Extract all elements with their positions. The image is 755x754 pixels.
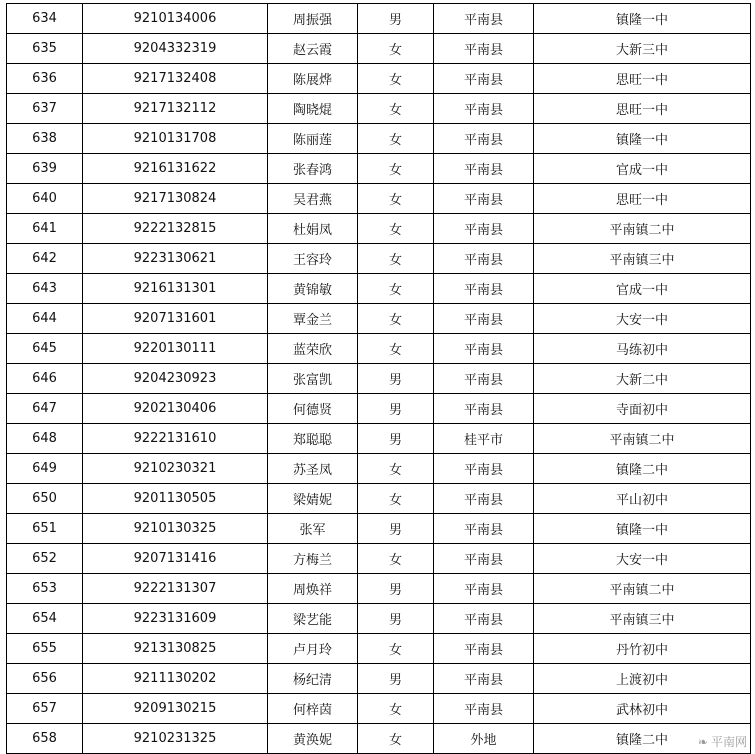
row-number-cell: 647 <box>7 394 83 424</box>
exam-id-cell: 9220130111 <box>83 334 268 364</box>
exam-id-cell: 9210231325 <box>83 724 268 754</box>
school-cell: 镇隆一中 <box>534 124 751 154</box>
table-row <box>7 694 751 724</box>
student-name-cell: 苏圣凤 <box>268 454 358 484</box>
student-name-cell: 张富凯 <box>268 364 358 394</box>
student-name-cell: 杜娟凤 <box>268 214 358 244</box>
school-cell: 平南镇二中 <box>534 424 751 454</box>
school-cell: 平南镇二中 <box>534 574 751 604</box>
exam-id-cell: 9217132408 <box>83 64 268 94</box>
county-cell: 平南县 <box>434 124 534 154</box>
county-cell: 平南县 <box>434 64 534 94</box>
county-cell: 平南县 <box>434 334 534 364</box>
table-row <box>7 484 751 514</box>
county-cell: 平南县 <box>434 574 534 604</box>
school-cell: 镇隆二中 <box>534 454 751 484</box>
exam-id-cell: 9207131416 <box>83 544 268 574</box>
table-row <box>7 124 751 154</box>
student-name-cell: 何梓茵 <box>268 694 358 724</box>
row-number-cell: 638 <box>7 124 83 154</box>
row-number-cell: 656 <box>7 664 83 694</box>
table-row <box>7 544 751 574</box>
student-name-cell: 周焕祥 <box>268 574 358 604</box>
gender-cell: 女 <box>358 34 434 64</box>
row-number-cell: 648 <box>7 424 83 454</box>
school-cell: 上渡初中 <box>534 664 751 694</box>
table-row <box>7 184 751 214</box>
table-row <box>7 304 751 334</box>
school-cell: 镇隆一中 <box>534 4 751 34</box>
exam-id-cell: 9207131601 <box>83 304 268 334</box>
table-row <box>7 274 751 304</box>
student-name-cell: 王容玲 <box>268 244 358 274</box>
row-number-cell: 639 <box>7 154 83 184</box>
student-name-cell: 周振强 <box>268 4 358 34</box>
student-name-cell: 吴君燕 <box>268 184 358 214</box>
school-cell: 官成一中 <box>534 274 751 304</box>
student-name-cell: 梁婧妮 <box>268 484 358 514</box>
row-number-cell: 657 <box>7 694 83 724</box>
gender-cell: 女 <box>358 334 434 364</box>
row-number-cell: 642 <box>7 244 83 274</box>
county-cell: 平南县 <box>434 34 534 64</box>
gender-cell: 女 <box>358 184 434 214</box>
school-cell: 思旺一中 <box>534 64 751 94</box>
table-row <box>7 154 751 184</box>
table-row <box>7 604 751 634</box>
row-number-cell: 640 <box>7 184 83 214</box>
row-number-cell: 635 <box>7 34 83 64</box>
county-cell: 平南县 <box>434 4 534 34</box>
county-cell: 外地 <box>434 724 534 754</box>
county-cell: 平南县 <box>434 274 534 304</box>
row-number-cell: 653 <box>7 574 83 604</box>
county-cell: 平南县 <box>434 514 534 544</box>
county-cell: 平南县 <box>434 304 534 334</box>
row-number-cell: 644 <box>7 304 83 334</box>
gender-cell: 男 <box>358 424 434 454</box>
exam-id-cell: 9222131307 <box>83 574 268 604</box>
gender-cell: 男 <box>358 364 434 394</box>
student-name-cell: 何德贤 <box>268 394 358 424</box>
table-row <box>7 724 751 754</box>
row-number-cell: 634 <box>7 4 83 34</box>
watermark <box>698 733 747 750</box>
table-row <box>7 454 751 484</box>
school-cell: 镇隆二中 <box>534 724 751 754</box>
row-number-cell: 650 <box>7 484 83 514</box>
exam-id-cell: 9201130505 <box>83 484 268 514</box>
county-cell: 平南县 <box>434 394 534 424</box>
table-row <box>7 334 751 364</box>
student-name-cell: 杨纪清 <box>268 664 358 694</box>
student-name-cell: 赵云霞 <box>268 34 358 64</box>
school-cell: 思旺一中 <box>534 94 751 124</box>
gender-cell: 男 <box>358 4 434 34</box>
county-cell: 平南县 <box>434 544 534 574</box>
student-name-cell: 覃金兰 <box>268 304 358 334</box>
exam-id-cell: 9202130406 <box>83 394 268 424</box>
row-number-cell: 652 <box>7 544 83 574</box>
row-number-cell: 641 <box>7 214 83 244</box>
row-number-cell: 655 <box>7 634 83 664</box>
gender-cell: 男 <box>358 394 434 424</box>
row-number-cell: 658 <box>7 724 83 754</box>
table-row <box>7 664 751 694</box>
county-cell: 平南县 <box>434 154 534 184</box>
exam-id-cell: 9211130202 <box>83 664 268 694</box>
county-cell: 平南县 <box>434 184 534 214</box>
roster-table <box>6 3 751 754</box>
gender-cell: 女 <box>358 124 434 154</box>
student-name-cell: 黄锦敏 <box>268 274 358 304</box>
student-name-cell: 张春鸿 <box>268 154 358 184</box>
student-name-cell: 陈展烨 <box>268 64 358 94</box>
student-name-cell: 陶晓焜 <box>268 94 358 124</box>
watermark-text: 平南网 <box>710 735 747 749</box>
student-name-cell: 蓝荣欣 <box>268 334 358 364</box>
school-cell: 寺面初中 <box>534 394 751 424</box>
student-name-cell: 方梅兰 <box>268 544 358 574</box>
gender-cell: 女 <box>358 724 434 754</box>
county-cell: 平南县 <box>434 694 534 724</box>
row-number-cell: 637 <box>7 94 83 124</box>
gender-cell: 女 <box>358 454 434 484</box>
roster-body <box>7 4 751 754</box>
school-cell: 平南镇二中 <box>534 214 751 244</box>
student-name-cell: 陈丽莲 <box>268 124 358 154</box>
exam-id-cell: 9222132815 <box>83 214 268 244</box>
student-name-cell: 张军 <box>268 514 358 544</box>
gender-cell: 女 <box>358 544 434 574</box>
school-cell: 马练初中 <box>534 334 751 364</box>
row-number-cell: 646 <box>7 364 83 394</box>
county-cell: 平南县 <box>434 214 534 244</box>
school-cell: 大新三中 <box>534 34 751 64</box>
school-cell: 官成一中 <box>534 154 751 184</box>
table-row <box>7 364 751 394</box>
exam-id-cell: 9216131622 <box>83 154 268 184</box>
county-cell: 平南县 <box>434 454 534 484</box>
county-cell: 平南县 <box>434 244 534 274</box>
school-cell: 大安一中 <box>534 544 751 574</box>
county-cell: 平南县 <box>434 364 534 394</box>
gender-cell: 女 <box>358 634 434 664</box>
table-row <box>7 634 751 664</box>
school-cell: 平南镇三中 <box>534 604 751 634</box>
table-row <box>7 214 751 244</box>
table-row <box>7 244 751 274</box>
school-cell: 镇隆一中 <box>534 514 751 544</box>
exam-id-cell: 9216131301 <box>83 274 268 304</box>
table-row <box>7 514 751 544</box>
county-cell: 平南县 <box>434 604 534 634</box>
row-number-cell: 643 <box>7 274 83 304</box>
exam-id-cell: 9213130825 <box>83 634 268 664</box>
school-cell: 大新二中 <box>534 364 751 394</box>
row-number-cell: 651 <box>7 514 83 544</box>
student-name-cell: 梁艺能 <box>268 604 358 634</box>
gender-cell: 女 <box>358 694 434 724</box>
exam-id-cell: 9217132112 <box>83 94 268 124</box>
school-cell: 武林初中 <box>534 694 751 724</box>
exam-id-cell: 9210134006 <box>83 4 268 34</box>
exam-id-cell: 9204230923 <box>83 364 268 394</box>
county-cell: 平南县 <box>434 664 534 694</box>
gender-cell: 男 <box>358 664 434 694</box>
leaf-icon: ❧ <box>697 734 708 749</box>
gender-cell: 男 <box>358 514 434 544</box>
table-row <box>7 94 751 124</box>
student-name-cell: 黄涣妮 <box>268 724 358 754</box>
exam-id-cell: 9222131610 <box>83 424 268 454</box>
exam-id-cell: 9217130824 <box>83 184 268 214</box>
school-cell: 平山初中 <box>534 484 751 514</box>
exam-id-cell: 9223131609 <box>83 604 268 634</box>
gender-cell: 女 <box>358 484 434 514</box>
student-name-cell: 卢月玲 <box>268 634 358 664</box>
gender-cell: 女 <box>358 214 434 244</box>
row-number-cell: 645 <box>7 334 83 364</box>
exam-id-cell: 9204332319 <box>83 34 268 64</box>
exam-id-cell: 9209130215 <box>83 694 268 724</box>
gender-cell: 女 <box>358 274 434 304</box>
student-name-cell: 郑聪聪 <box>268 424 358 454</box>
school-cell: 平南镇三中 <box>534 244 751 274</box>
gender-cell: 男 <box>358 574 434 604</box>
gender-cell: 女 <box>358 64 434 94</box>
table-row <box>7 574 751 604</box>
table-row <box>7 4 751 34</box>
row-number-cell: 636 <box>7 64 83 94</box>
county-cell: 平南县 <box>434 94 534 124</box>
table-row <box>7 394 751 424</box>
row-number-cell: 654 <box>7 604 83 634</box>
exam-id-cell: 9210130325 <box>83 514 268 544</box>
exam-id-cell: 9210131708 <box>83 124 268 154</box>
exam-id-cell: 9223130621 <box>83 244 268 274</box>
school-cell: 丹竹初中 <box>534 634 751 664</box>
gender-cell: 女 <box>358 304 434 334</box>
exam-id-cell: 9210230321 <box>83 454 268 484</box>
table-row <box>7 34 751 64</box>
county-cell: 平南县 <box>434 634 534 664</box>
school-cell: 大安一中 <box>534 304 751 334</box>
gender-cell: 女 <box>358 94 434 124</box>
gender-cell: 女 <box>358 244 434 274</box>
county-cell: 桂平市 <box>434 424 534 454</box>
gender-cell: 女 <box>358 154 434 184</box>
gender-cell: 男 <box>358 604 434 634</box>
county-cell: 平南县 <box>434 484 534 514</box>
table-row <box>7 424 751 454</box>
school-cell: 思旺一中 <box>534 184 751 214</box>
table-row <box>7 64 751 94</box>
row-number-cell: 649 <box>7 454 83 484</box>
